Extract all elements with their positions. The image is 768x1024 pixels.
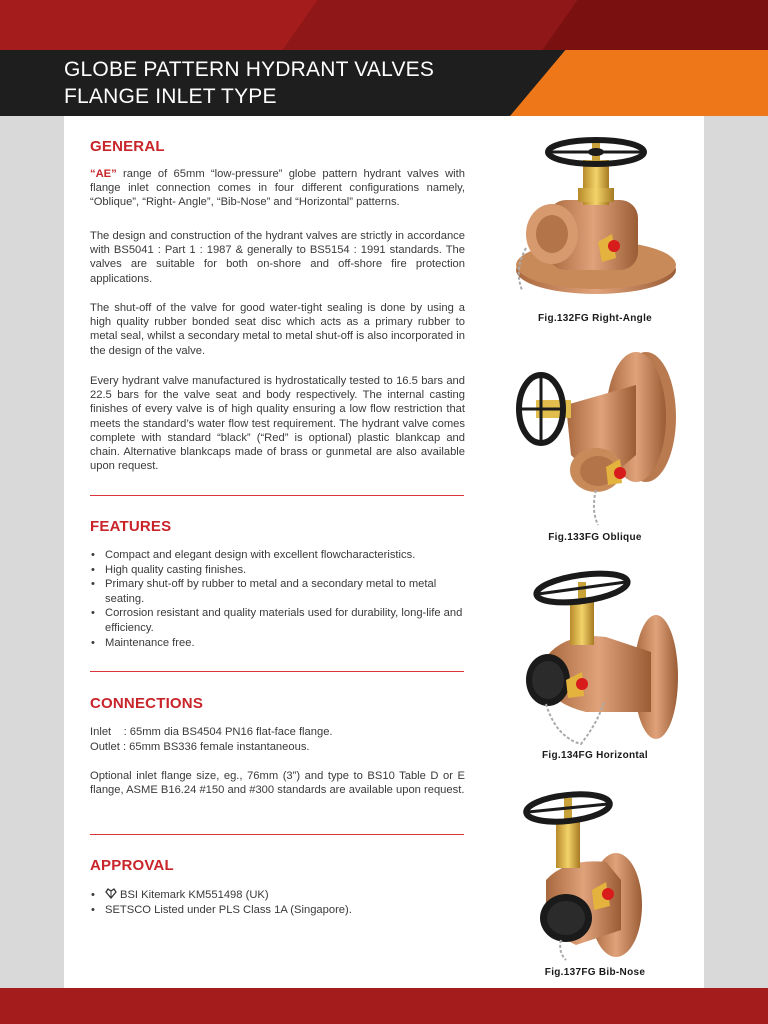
kitemark-icon [105,888,117,899]
figure-caption: Fig.132FG Right-Angle [537,313,653,324]
general-heading: GENERAL [90,138,165,155]
hydrant-valve-horizontal-icon [486,562,704,750]
feature-item: • Maintenance free. [90,636,465,651]
approval-heading: APPROVAL [90,857,174,874]
hydrant-valve-right-angle-icon [486,130,704,310]
approval-item: • SETSCO Listed under PLS Class 1A (Singapore). [90,903,465,918]
general-paragraph-1-text: range of 65mm “low-pressure” globe pattern hydrant valves with flange inlet connection comes in four different configurations namely, “Oblique”, “Right- Angle”, “Bib-Nose” and “Horizontal” patterns. [90,168,465,209]
feature-item: • Corrosion resistant and quality materials used for durability, long-life and efficiency. [90,606,465,635]
figure-caption: Fig.133FG Oblique [548,532,642,543]
top-banner [0,0,768,50]
figure-caption: Fig.134FG Horizontal [541,750,648,761]
connections-outlet: Outlet : 65mm BS336 female instantaneous. [90,741,310,753]
general-paragraph-4: Every hydrant valve manufactured is hydrostatically tested to 16.5 bars and 22.5 bars for the valve seat and body respectively. The internal casting finishes of every valve is of high quality ensuring a low flow restriction that meets the standard’s water flow test requirement. The hydrant valve comes complete with standard “black” (“Red” is optional) plastic blankcap and chain. Alternative blankcaps made of brass or gunmetal are also available upon request. [90,375,465,473]
features-list [90,548,465,650]
hydrant-valve-bib-nose-icon [486,780,704,964]
connections-heading: CONNECTIONS [90,695,204,712]
bottom-banner [0,988,768,1024]
general-paragraph-1 [90,167,465,210]
general-paragraph-2: The design and construction of the hydrant valves are strictly in accordance with BS5041 : Part 1 : 1987 & generally to BS5154 : 1991 standards. The valves are suitable for both on-shore and off-shore fire protection applications. [90,230,465,285]
section-divider [90,834,464,835]
features-heading: FEATURES [90,518,172,535]
feature-item: • Compact and elegant design with excellent flowcharacteristics. [90,548,465,563]
brand-name: “AE” [90,168,117,180]
orange-accent [510,50,768,116]
section-divider [90,671,464,672]
feature-item: • Primary shut-off by rubber to metal and a secondary metal to metal seating. [90,577,465,606]
title-line-1: GLOBE PATTERN HYDRANT VALVES [64,58,435,81]
section-divider [90,495,464,496]
connections-inlet [90,725,465,740]
feature-item: • High quality casting finishes. [90,563,465,578]
inlet-text: Inlet : 65mm dia BS4504 PN16 flat-face flange. [90,726,333,738]
figure-caption: Fig.137FG Bib-Nose [544,967,646,978]
approval-list [90,888,465,917]
approval-item [90,888,465,903]
title-line-2: FLANGE INLET TYPE [64,85,277,108]
hydrant-valve-oblique-icon [486,345,704,530]
connections-optional: Optional inlet flange size, eg., 76mm (3”) and type to BS10 Table D or E flange, ASME B16.24 #150 and #300 standards are available upon request. [90,770,465,797]
general-paragraph-3: The shut-off of the valve for good water-tight sealing is done by using a high quality rubber bonded seat disc which acts as a primary rubber to metal seal, whilst a secondary metal to metal shut-off is also incorporated in the design of the valve. [90,302,465,357]
banner-stripe [542,0,768,50]
page-title [64,56,434,110]
approval-item-text: BSI Kitemark KM551498 (UK) [120,889,269,901]
